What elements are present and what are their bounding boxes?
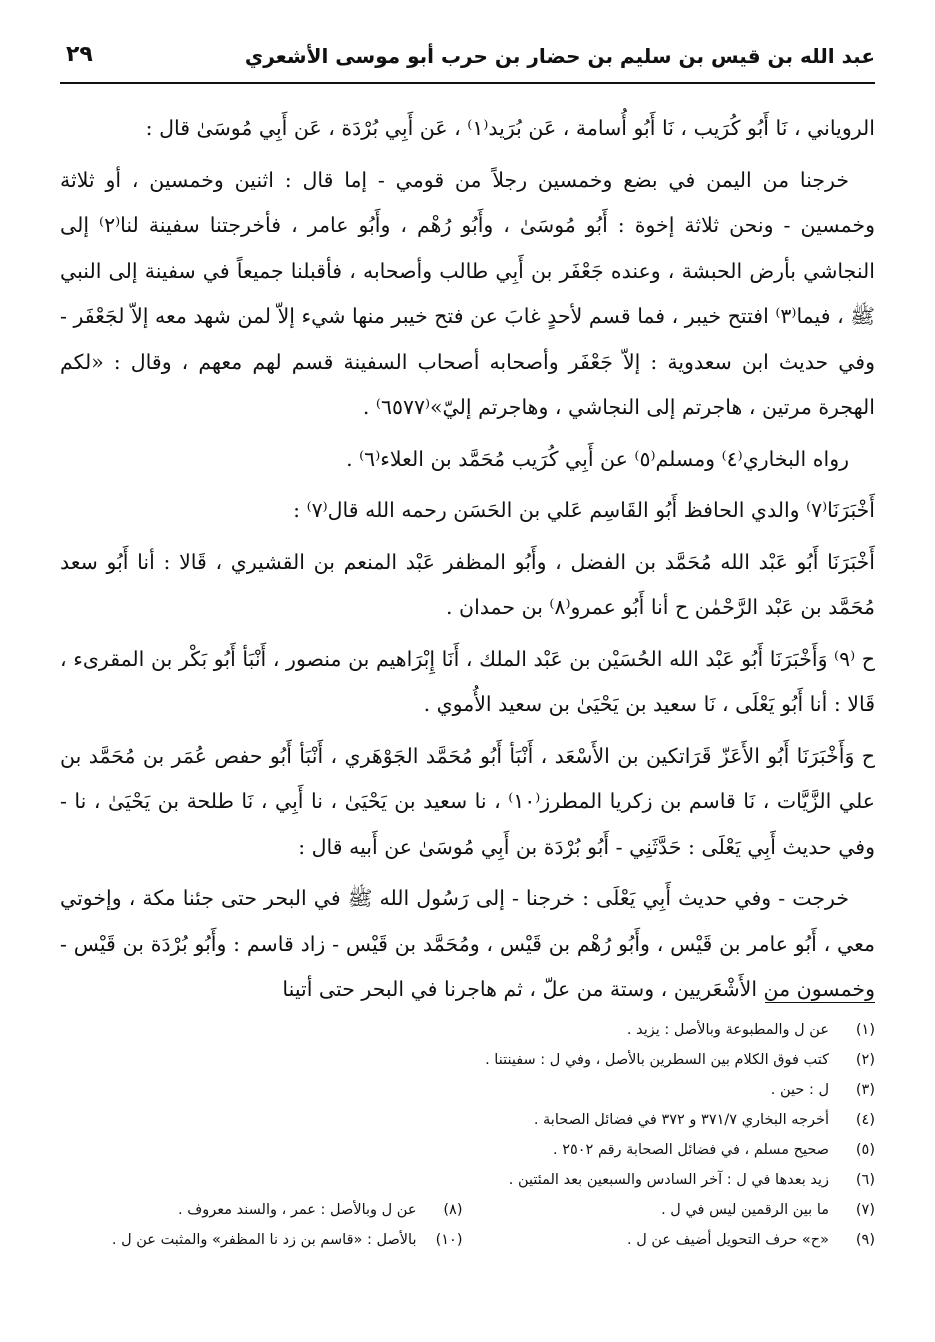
- paragraph-5: أَخْبَرَنَا أَبُو عَبْد الله مُحَمَّد بن الفضل ، وأَبُو المظفر عَبْد المنعم بن القشيري ، قَالا : أنا أَبُو سعد مُحَمَّد بن عَبْد الرَّحْمٰن ح أنا أَبُو عمرو⁽٨⁾ بن حمدان .: [60, 549, 875, 619]
- footnote-9: (٩) «ح» حرف التحويل أضيف عن ل .: [626, 1232, 875, 1248]
- footnote-grid: [60, 1195, 875, 1255]
- main-text: [60, 106, 875, 1013]
- paragraph-2: خرجنا من اليمن في بضع وخمسين رجلاً من قومي - إما قال : اثنين وخمسين ، أو ثلاثة وخمسين - ونحن ثلاثة إخوة : أَبُو مُوسَىٰ ، وأَبُو رُهْم ، وأَبُو عامر ، فأخرجتنا سفينة لنا⁽٢⁾ إلى النجاشي بأرض الحبشة ، وعنده جَعْفَر بن أَبِي طالب وأصحابه ، فأقبلنا جميعاً في سفينة إلى النبي ﷺ ، فيما⁽٣⁾ افتتح خيبر ، فما قسم لأحدٍ غابَ عن فتح خيبر منها شيء إلاّ لمن شهد معه إلاّ لجَعْفَر - وفي حديث ابن سعدوية : إلاّ جَعْفَر وأصحابه أصحاب السفينة قسم لهم معهم ، وقال : «لكم الهجرة مرتين ، هاجرتم إلى النجاشي ، وهاجرتم إليّ»⁽٦٥٧٧⁾ .: [60, 167, 875, 419]
- paragraph-4: أَخْبَرَنَا⁽٧⁾ والدي الحافظ أَبُو القَاسِم عَلي بن الحَسَن رحمه الله قال⁽٧⁾ :: [293, 498, 875, 522]
- page-number: ٢٩: [66, 42, 93, 67]
- footnote-divider: [765, 1002, 875, 1003]
- footnotes: [60, 1002, 875, 1255]
- header-title: عبد الله بن قيس بن سليم بن حضار بن حرب أبو موسى الأشعري: [244, 44, 875, 68]
- paragraph-6: ح ⁽٩⁾ وَأَخْبَرَنَا أَبُو عَبْد الله الحُسَيْن بن عَبْد الملك ، أَنَا إِبْرَاهيم بن منصور ، أَنْبَأ أَبُو بَكْر بن المقرىء ، قَالا : أنا أَبُو يَعْلَى ، نَا سعيد بن يَحْيَىٰ بن سعيد الأُموي .: [60, 646, 875, 716]
- header-divider: [60, 82, 875, 84]
- footnote-8: (٨) عن ل وبالأصل : عمر ، والسند معروف .: [178, 1202, 463, 1218]
- footnote-7: (٧) ما بين الرقمين ليس في ل .: [661, 1202, 875, 1218]
- paragraph-3: رواه البخاري⁽٤⁾ ومسلم⁽٥⁾ عن أَبِي كُرَيب مُحَمَّد بن العلاء⁽٦⁾ .: [346, 446, 849, 471]
- footnote-6: (٦) زيد بعدها في ل : آخر السادس والسبعين بعد المئتين .: [508, 1172, 875, 1188]
- footnote-5: (٥) صحيح مسلم ، في فضائل الصحابة رقم ٢٥٠٢ .: [552, 1142, 875, 1158]
- footnote-2: (٢) كتب فوق الكلام بين السطرين بالأصل ، وفي ل : سفينتنا .: [485, 1052, 875, 1068]
- paragraph-7: ح وَأَخْبَرَنَا أَبُو الأَعَزّ قَرَاتكين بن الأَسْعَد ، أَنْبَأ أَبُو مُحَمَّد الجَوْهَري ، أَنْبَأ أَبُو حفص عُمَر بن مُحَمَّد بن علي الزَّيَّات ، نَا قاسم بن زكريا المطرز⁽١٠⁾ ، نا سعيد بن يَحْيَىٰ ، نا أَبِي ، نَا طلحة بن يَحْيَىٰ ، نا - وفي حديث أَبِي يَعْلَى : حَدَّثَنِي - أَبُو بُرْدَة بن أَبِي مُوسَىٰ عن أَبيه قال :: [60, 743, 875, 859]
- footnote-3: (٣) ل : حين .: [770, 1082, 875, 1098]
- paragraph-8: خرجت - وفي حديث أَبِي يَعْلَى : خرجنا - إلى رَسُول الله ﷺ في البحر حتى جئنا مكة ، وإخوتي معي ، أَبُو عامر بن قَيْس ، وأَبُو رُهْم بن قَيْس ، ومُحَمَّد بن قَيْس - زاد قاسم : وأَبُو بُرْدَة بن قَيْس - وخمسون من الأَشْعَريين ، وستة من علّ ، ثم هاجرنا في البحر حتى أتينا: [60, 886, 875, 1001]
- paragraph-1: الروياني ، نَا أَبُو كُرَيب ، نَا أَبُو أُسامة ، عَن بُرَيد⁽١⁾ ، عَن أَبِي بُرْدَة ، عَن أَبِي مُوسَىٰ قال :: [145, 116, 875, 140]
- footnote-4: (٤) أخرجه البخاري ٣٧١/٧ و ٣٧٢ في فضائل الصحابة .: [533, 1112, 875, 1128]
- footnote-1: (١) عن ل والمطبوعة وبالأصل : يزيد .: [626, 1022, 875, 1038]
- page: [60, 30, 875, 1300]
- running-header: [60, 30, 875, 76]
- footnote-10: (١٠) بالأصل : «قاسم بن زد نا المظفر» والمثبت عن ل .: [111, 1232, 463, 1248]
